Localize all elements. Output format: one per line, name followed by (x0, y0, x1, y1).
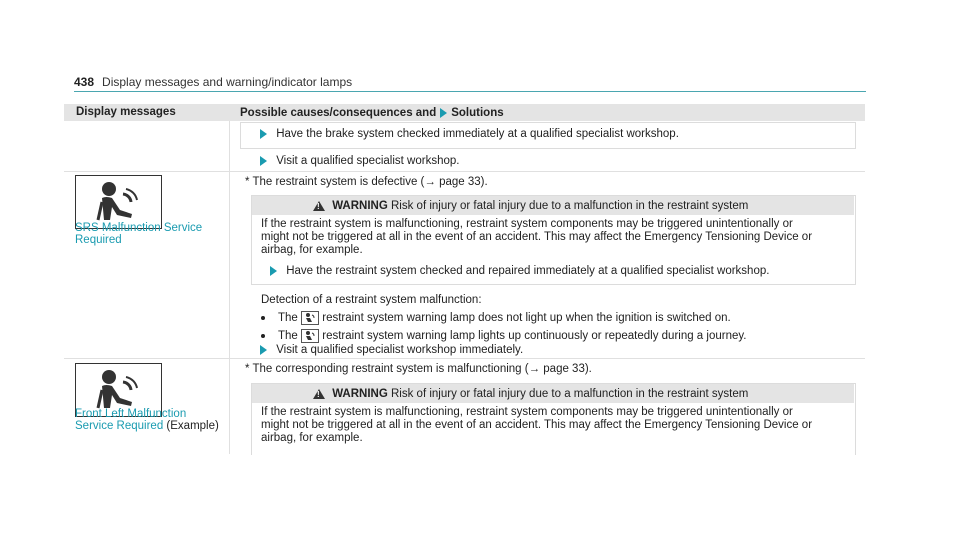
warning-body-line: If the restraint system is malfunctioning, restraint system components may be triggered unintentionally or (261, 406, 793, 418)
messages-table (64, 104, 865, 454)
warning-body-line: airbag, for example. (261, 244, 363, 256)
list-item: The restraint system warning lamp lights up continuously or repeatedly during a journey. (261, 329, 746, 343)
detection-title: Detection of a restraint system malfunction: (261, 294, 482, 306)
list-item: Visit a qualified specialist workshop. (260, 155, 459, 167)
cause-text: * The corresponding restraint system is malfunctioning (→ page 33). (245, 363, 592, 375)
warning-body-line: airbag, for example. (261, 432, 363, 444)
col-causes: Possible causes/consequences and Solutions (240, 107, 504, 119)
list-item: The restraint system warning lamp does not light up when the ignition is switched on. (261, 311, 731, 325)
col-display-messages: Display messages (76, 106, 176, 118)
page-header (74, 75, 352, 89)
arrow-right-icon (440, 108, 447, 118)
warning-body-line: might not be triggered at all in the event of an accident. This may affect the Emergency Tensioning Device or (261, 231, 813, 243)
arrow-right-icon (270, 266, 277, 276)
warning-triangle-icon (313, 389, 325, 399)
row-divider (64, 358, 865, 359)
warning-body-line: If the restraint system is malfunctioning, restraint system components may be triggered unintentionally or (261, 218, 793, 230)
message-front-left: Front Left Malfunction Service Required (Example) (75, 408, 219, 432)
warning-title: ! WARNING Risk of injury or fatal injury due to a malfunction in the restraint system (313, 388, 748, 400)
bullet-icon (261, 316, 265, 320)
warning-triangle-icon (313, 201, 325, 211)
arrow-right-icon (260, 345, 267, 355)
message-srs: SRS Malfunction Service Required (75, 222, 203, 246)
page-number: 438 (74, 75, 95, 89)
list-item: Have the restraint system checked and repaired immediately at a qualified specialist workshop. (270, 265, 769, 277)
airbag-lamp-icon (301, 329, 319, 343)
page-title: Display messages and warning/indicator lamps (102, 75, 353, 89)
arrow-right-icon (260, 156, 267, 166)
arrow-right-icon (260, 129, 267, 139)
list-item: Have the brake system checked immediately at a qualified specialist workshop. (260, 128, 679, 140)
warning-title: ! WARNING Risk of injury or fatal injury due to a malfunction in the restraint system (313, 200, 748, 212)
table-header (64, 104, 865, 121)
bullet-icon (261, 334, 265, 338)
airbag-warning-icon (75, 175, 162, 229)
warning-body-line: might not be triggered at all in the event of an accident. This may affect the Emergency Tensioning Device or (261, 419, 813, 431)
row-divider (64, 171, 865, 172)
airbag-lamp-icon (301, 311, 319, 325)
header-rule (74, 91, 866, 92)
cause-text: * The restraint system is defective (→ page 33). (245, 176, 488, 188)
list-item: Visit a qualified specialist workshop immediately. (260, 344, 523, 356)
